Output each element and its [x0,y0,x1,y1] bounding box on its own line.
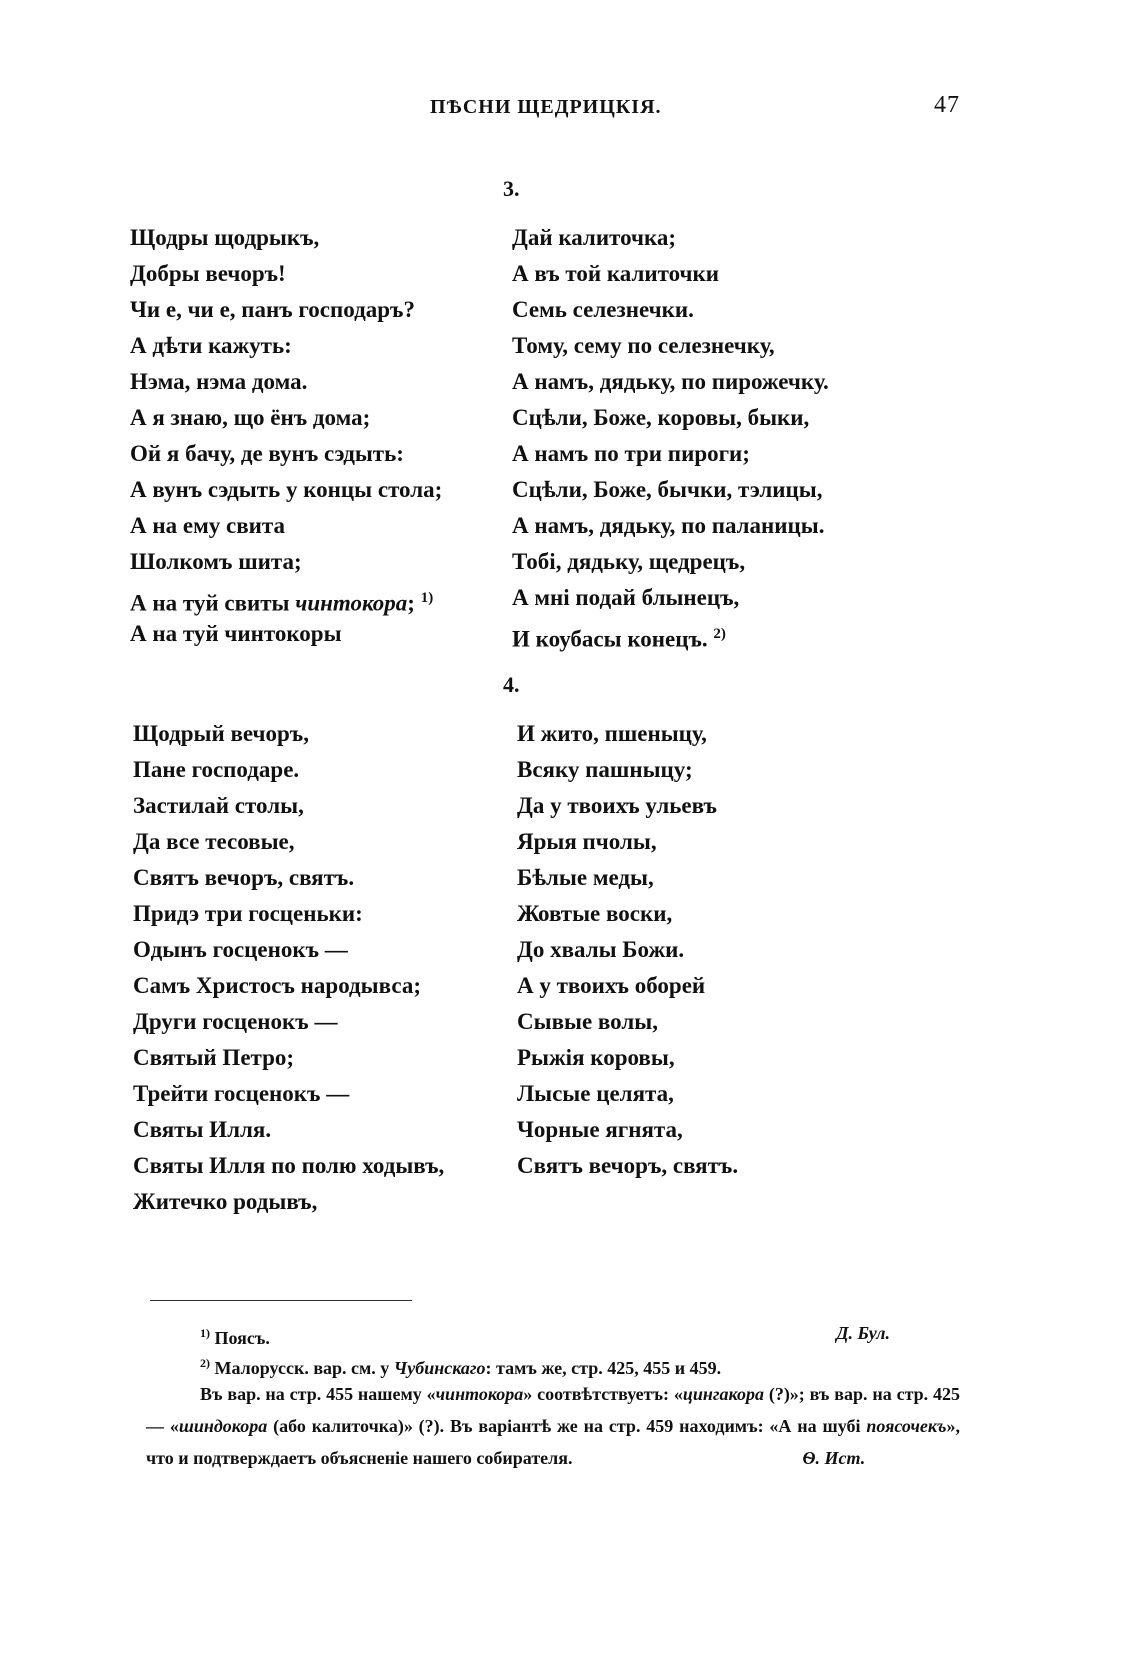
glossed-word: чинтокора [295,590,408,616]
verse-line: Сцѣли, Боже, бычки, тэлицы, [512,477,823,502]
verse-line: Добры вечоръ! [130,261,286,286]
page-number: 47 [934,92,960,118]
verse-line: А на туй чинтокоры [130,621,342,646]
verse-line: Чорные ягнята, [517,1117,683,1142]
verse-line: Лысые целята, [517,1081,674,1106]
verse-line: До хвалы Божи. [517,937,685,962]
verse-line: А на ему свита [130,513,285,538]
verse-line: Шолкомъ шита; [130,549,302,574]
page-title: ПѢСНИ ЩЕДРИЦКІЯ. [430,96,662,118]
verse-line: Щодры щодрыкъ, [130,225,320,250]
editorial-signature: Ѳ. Ист. [802,1448,866,1468]
footnote-2-text: Малорусск. вар. см. у [214,1358,390,1378]
song-number-4: 4. [503,672,520,697]
footnote-divider [150,1300,412,1301]
note-term: шиндокора [178,1416,268,1436]
song-3-left-column [130,220,442,652]
verse-line: Сцѣли, Боже, коровы, быки, [512,405,810,430]
footnote-2-marker: 2) [200,1356,210,1370]
verse-line: Ой я бачу, де вунъ сэдыть: [130,441,404,466]
verse-line: Одынъ госценокъ — [133,937,348,962]
verse-line: Тобі, дядьку, щедрецъ, [512,549,746,574]
verse-line: А мні подай блынецъ, [512,585,740,610]
verse-line-with-footnote [512,616,829,652]
verse-line: Семь селезнечки. [512,297,694,322]
footnote-2-source: Чубинскаго [393,1358,486,1378]
note-term: чинтокора [435,1384,524,1404]
verse-line-with-footnote [130,580,442,616]
footnote-2 [146,1348,960,1378]
editorial-note [146,1378,960,1474]
verse-line: Жовтые воски, [517,901,673,926]
verse-line: Житечко родывъ, [133,1189,318,1214]
verse-line: А въ той калиточки [512,261,719,286]
note-term: поясочекъ [866,1416,947,1436]
verse-line: Други госценокъ — [133,1009,338,1034]
verse-line: А намъ, дядьку, по пирожечку. [512,369,829,394]
verse-line: Святъ вечоръ, святъ. [133,865,355,890]
verse-line: Да все тесовые, [133,829,295,854]
verse-line: А намъ по три пироги; [512,441,750,466]
song-4-right-column [517,716,738,1184]
footnote-1-marker: 1) [200,1326,210,1340]
verse-line: Придэ три госценьки: [133,901,363,926]
verse-line: Бѣлые меды, [517,865,654,890]
footnotes [146,1318,960,1474]
footnote-ref-2[interactable]: 2) [713,626,726,642]
footnote-2-text-cont: : тамъ же, стр. 425, 455 и 459. [485,1358,722,1378]
verse-line: Дай калиточка; [512,225,677,250]
verse-line: Самъ Христосъ народывса; [133,973,421,998]
verse-line: Трейти госценокъ — [133,1081,350,1106]
verse-line: Нэма, нэма дома. [130,369,308,394]
verse-line: Святы Илля по полю ходывъ, [133,1153,445,1178]
verse-line: Рыжія коровы, [517,1045,675,1070]
verse-line: Сывые волы, [517,1009,658,1034]
verse-text: И коубасы конецъ. [512,626,708,652]
note-text: Въ вар. на стр. 455 нашему « [200,1384,436,1404]
verse-line: Чи е, чи е, панъ господаръ? [130,297,415,322]
note-text: », что и подтверждаетъ объясненіе нашего собирателя. [146,1416,960,1468]
verse-line: Святъ вечоръ, святъ. [517,1153,739,1178]
verse-line: Святы Илля. [133,1117,272,1142]
song-4-left-column [133,716,444,1220]
verse-line: И жито, пшеныцу, [517,721,707,746]
punct: ; [407,590,415,616]
verse-line: Святый Петро; [133,1045,295,1070]
note-term: цингакора [682,1384,764,1404]
verse-line: А я знаю, що ёнъ дома; [130,405,371,430]
verse-line: Всяку пашныцу; [517,757,693,782]
song-3-right-column [512,220,829,652]
verse-line: Да у твоихъ ульевъ [517,793,717,818]
footnote-1 [146,1318,960,1348]
verse-line: Застилай столы, [133,793,304,818]
note-text: (або калиточка)» (?). Въ варіантѣ же на стр. 459 находимъ: «А на шубі [267,1416,861,1436]
verse-line: А вунъ сэдыть у концы стола; [130,477,443,502]
verse-line: Щодрый вечоръ, [133,721,309,746]
footnote-1-text: Поясъ. [214,1328,270,1348]
note-text: (?)»; въ вар. на стр. 425 — « [146,1384,960,1436]
footnote-ref-1[interactable]: 1) [420,590,434,606]
footnote-1-signature: Д. Бул. [836,1323,890,1343]
verse-line: Тому, сему по селезнечку, [512,333,775,358]
song-number-3: 3. [503,176,520,201]
verse-line: А намъ, дядьку, по паланицы. [512,513,825,538]
verse-line: Пане господаре. [133,757,300,782]
verse-line: А дѣти кажуть: [130,333,292,358]
verse-text: А на туй свиты [130,590,290,616]
verse-line: Ярыя пчолы, [517,829,657,854]
note-text: » соотвѣтствуетъ: « [523,1384,683,1404]
verse-line: А у твоихъ оборей [517,973,706,998]
